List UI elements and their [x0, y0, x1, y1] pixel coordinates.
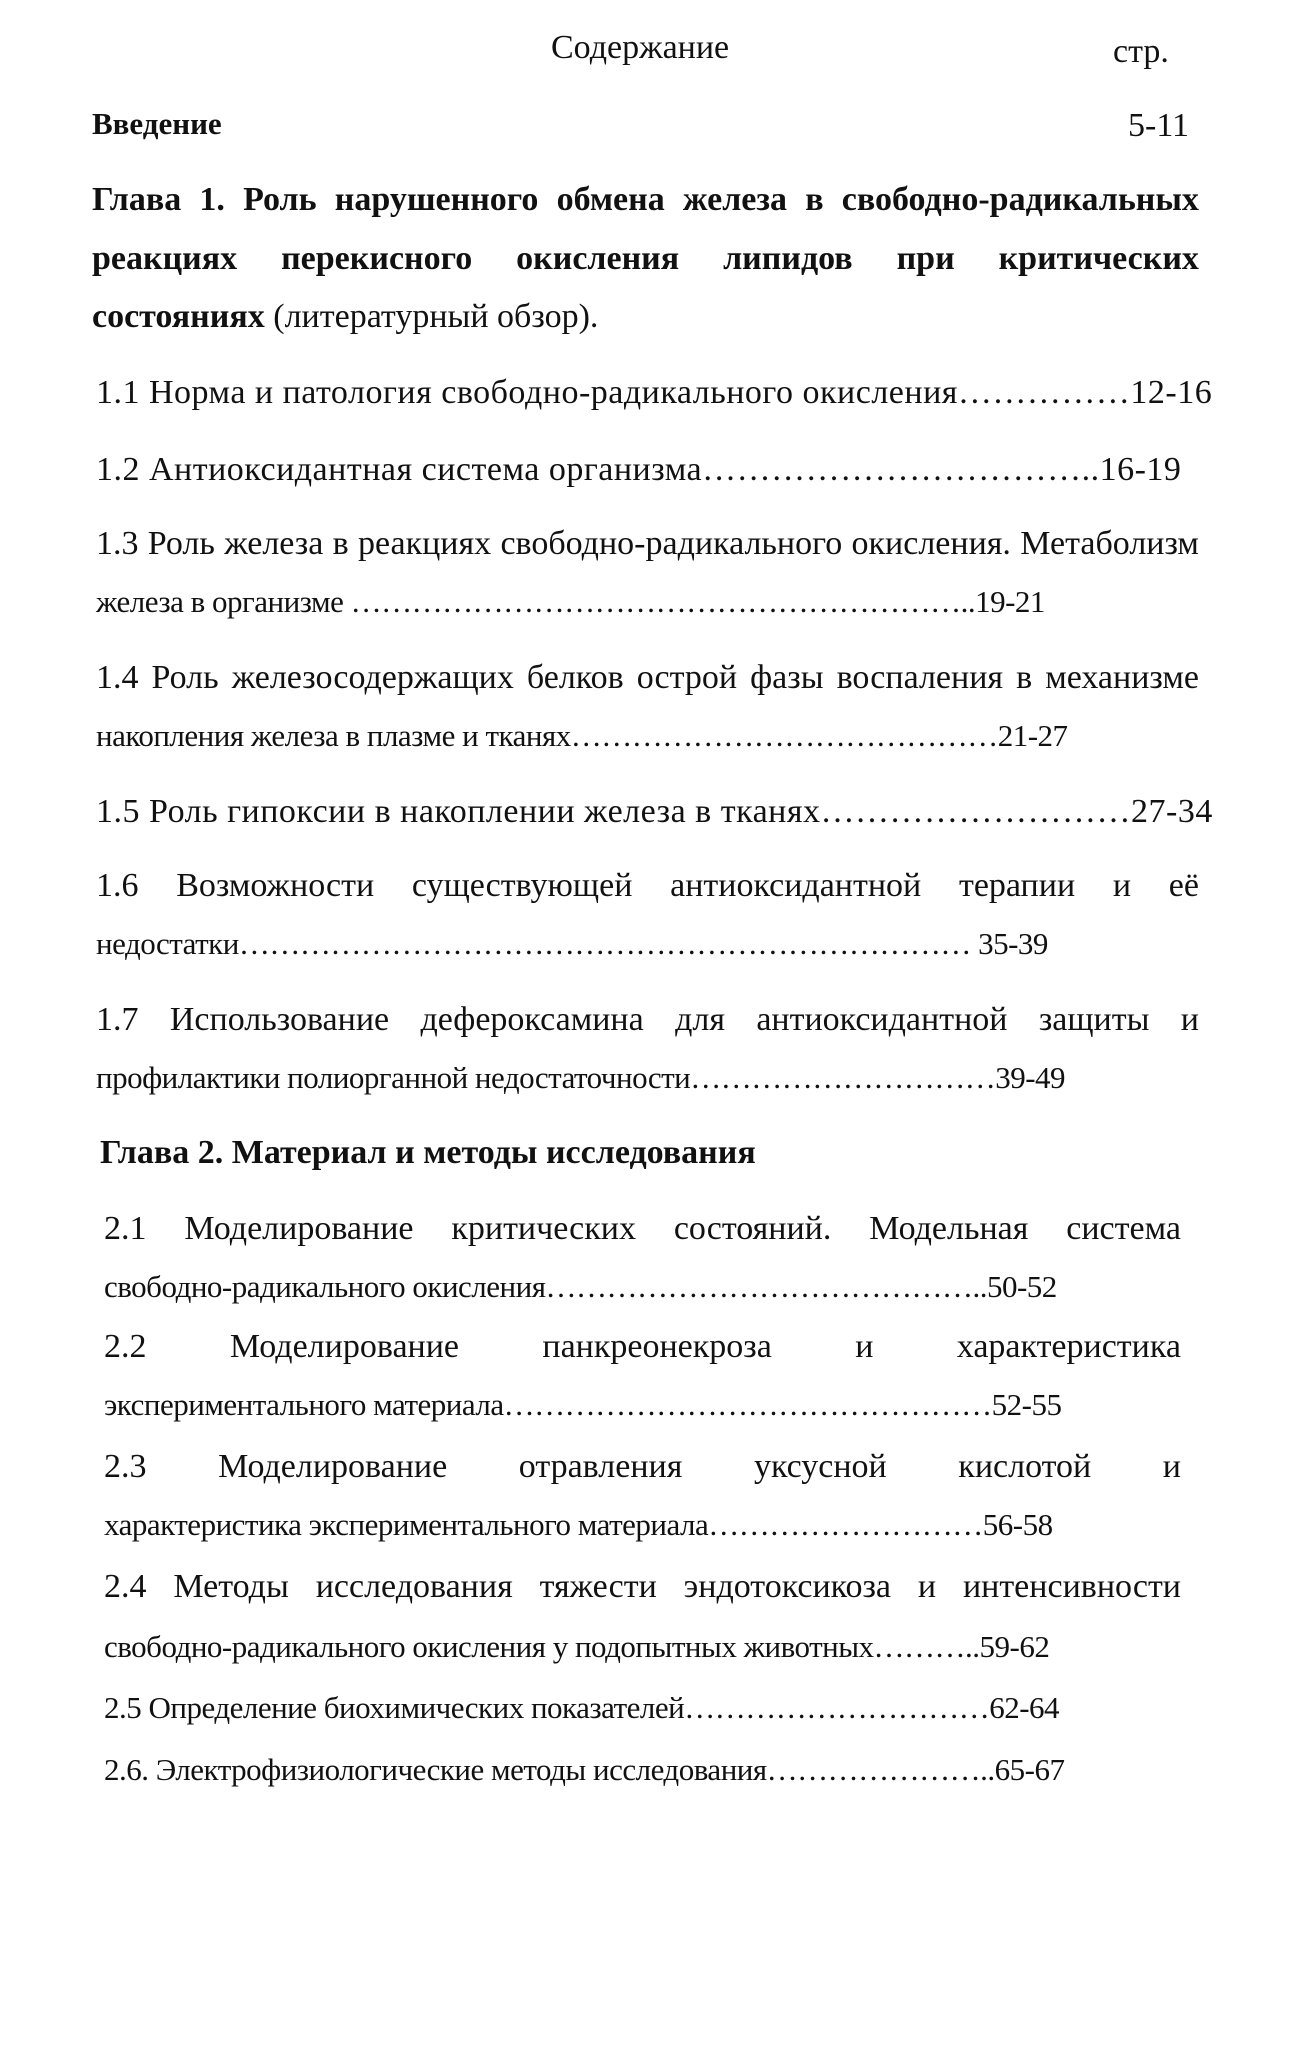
word: в [332, 525, 349, 562]
word: Моделирование [218, 1448, 448, 1485]
toc-introduction-label: Введение [92, 106, 222, 141]
word: Роль [243, 181, 317, 218]
toc-entry-1-5: 1.5 Роль гипоксии в накоплении железа в тканях………………………27-34 [96, 793, 1213, 830]
toc-entry-2-5: 2.5 Определение биохимических показателей…………………………62-64 [104, 1690, 1060, 1725]
word: при [896, 240, 955, 277]
toc-entry-1-3-line-2: железа в организме ……………………………………………………..19-21 [96, 584, 1045, 619]
word: система [1066, 1210, 1181, 1247]
word: окисления. [851, 525, 1011, 562]
toc-entry-2-3-line-2: характеристика экспериментального материала………………………56-58 [104, 1507, 1053, 1542]
word: антиоксидантной [670, 867, 922, 904]
toc-entry-2-4-line-2: свободно-радикального окисления у подопытных животных………..59-62 [104, 1629, 1050, 1664]
page-column-label: стр. [1113, 33, 1169, 70]
word: Возможности [176, 867, 375, 904]
chapter-1-heading-line-2 [92, 239, 1199, 279]
word: нарушенного [334, 181, 539, 218]
word: Модельная [869, 1210, 1029, 1247]
word: эндотоксикоза [683, 1568, 891, 1605]
word: и [1112, 867, 1132, 904]
word: перекисного [281, 240, 473, 277]
toc-entry-1-1: 1.1 Норма и патология свободно-радикального окисления……………12-16 [96, 374, 1213, 411]
toc-entry-2-3-line-1 [104, 1447, 1181, 1487]
word: критических [998, 240, 1199, 277]
toc-entry-2-2-line-2: экспериментального материала…………………………………………52-55 [104, 1387, 1062, 1422]
word: 1.6 [96, 867, 139, 904]
toc-entry-1-3-line-1 [96, 524, 1199, 564]
toc-entry-1-7-line-1 [96, 1000, 1199, 1040]
toc-entry-1-6-line-1 [96, 866, 1199, 906]
word: свободно-радикальных [841, 181, 1199, 218]
word: кислотой [958, 1448, 1092, 1485]
word: для [675, 1001, 725, 1038]
page-title: Содержание [551, 29, 730, 66]
word: 1. [199, 181, 225, 218]
chapter-1-heading-bold-word: состояниях [92, 298, 265, 335]
word: критических [451, 1210, 636, 1247]
word: 1.3 [96, 525, 139, 562]
word: воспаления [836, 659, 1004, 696]
word: Моделирование [229, 1328, 460, 1365]
word: железа [224, 525, 324, 562]
word: свободно-радикального [500, 525, 843, 562]
word: тяжести [539, 1568, 657, 1605]
word: антиоксидантной [756, 1001, 1008, 1038]
word: реакциях [92, 240, 238, 277]
word: 1.4 [96, 659, 139, 696]
word: механизме [1045, 659, 1199, 696]
word: дефероксамина [420, 1001, 644, 1038]
word: фазы [750, 659, 824, 696]
word: Глава [92, 181, 182, 218]
word: 2.1 [104, 1210, 147, 1247]
word: терапии [958, 867, 1076, 904]
word: в [805, 181, 824, 218]
word: 2.3 [104, 1448, 147, 1485]
chapter-1-heading-line-3 [92, 297, 598, 337]
word: железосодержащих [231, 659, 514, 696]
word: защиты [1038, 1001, 1150, 1038]
word: отравления [518, 1448, 683, 1485]
toc-entry-2-2-line-1 [104, 1327, 1181, 1367]
chapter-2-heading: Глава 2. Материал и методы исследования [100, 1134, 756, 1171]
word: интенсивности [962, 1568, 1181, 1605]
word: Метаболизм [1020, 525, 1199, 562]
word: исследования [315, 1568, 513, 1605]
chapter-1-heading-line-1 [92, 180, 1199, 220]
word: её [1168, 867, 1199, 904]
word: окисления [516, 240, 680, 277]
word: и [1162, 1448, 1181, 1485]
word: уксусной [753, 1448, 887, 1485]
word: Использование [169, 1001, 390, 1038]
word: 2.2 [104, 1328, 147, 1365]
word: липидов [723, 240, 853, 277]
word: панкреонекроза [542, 1328, 772, 1365]
word: и [1180, 1001, 1199, 1038]
word: существующей [411, 867, 633, 904]
word: 2.4 [104, 1568, 147, 1605]
word: реакциях [357, 525, 492, 562]
word: острой [636, 659, 738, 696]
chapter-1-heading-note: (литературный обзор). [264, 298, 599, 335]
toc-entry-1-2: 1.2 Антиоксидантная система организма……………………………..16-19 [96, 451, 1182, 488]
toc-entry-2-6: 2.6. Электрофизиологические методы исследования…………………..65-67 [104, 1752, 1065, 1787]
toc-entry-1-4-line-2: накопления железа в плазме и тканях……………………………………21-27 [96, 718, 1068, 753]
word: характеристика [956, 1328, 1181, 1365]
word: в [1016, 659, 1033, 696]
word: и [855, 1328, 874, 1365]
word: Роль [147, 525, 215, 562]
word: и [917, 1568, 937, 1605]
word: Роль [151, 659, 219, 696]
word: белков [526, 659, 624, 696]
toc-introduction-pages: 5-11 [1128, 107, 1190, 144]
toc-entry-2-4-line-1 [104, 1567, 1181, 1607]
word: Моделирование [184, 1210, 414, 1247]
toc-entry-1-4-line-1 [96, 658, 1199, 698]
toc-entry-1-6-line-2: недостатки……………………………………………………………… 35-39 [96, 926, 1048, 961]
word: обмена [556, 181, 665, 218]
toc-entry-1-7-line-2: профилактики полиорганной недостаточности…………………………39-49 [96, 1060, 1066, 1095]
word: железа [682, 181, 788, 218]
word: состояний. [673, 1210, 832, 1247]
word: 1.7 [96, 1001, 139, 1038]
word: Методы [173, 1568, 289, 1605]
toc-entry-2-1-line-1 [104, 1209, 1181, 1249]
toc-entry-2-1-line-2: свободно-радикального окисления……………………………………..50-52 [104, 1269, 1057, 1304]
